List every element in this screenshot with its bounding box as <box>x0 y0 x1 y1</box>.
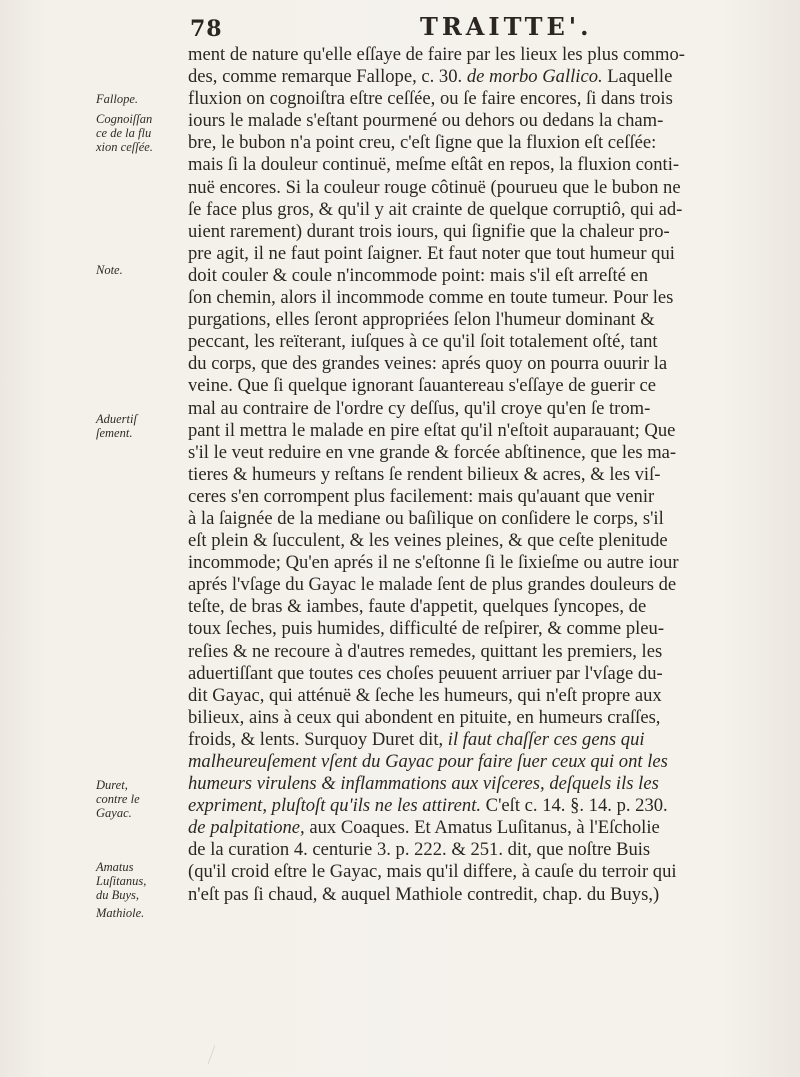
italic-text: malheureuſement vſent du Gayac pour faire ſuer ceux qui ont les <box>188 751 668 772</box>
text-run: mal au contraire de l'ordre cy deſſus, qu'il croye qu'en ſe trom- <box>188 397 651 419</box>
text-line <box>188 685 788 707</box>
text-line <box>188 331 788 353</box>
text-run: toux ſeches, puis humides, difficulté de reſpirer, & comme pleu- <box>188 618 665 640</box>
text-line <box>188 177 788 199</box>
text-run: ſon chemin, alors il incommode comme en toute tumeur. Pour les <box>188 287 674 309</box>
text-run: veine. Que ſi quelque ignorant ſauantereau s'eſſaye de guerir ce <box>188 375 656 397</box>
text-line <box>188 707 788 729</box>
italic-text: il faut chaſſer ces gens qui <box>447 728 645 750</box>
text-line <box>188 552 788 574</box>
body-text <box>188 44 788 906</box>
text-run: pre agit, il ne faut point ſaigner. Et faut noter que tout humeur qui <box>188 242 675 264</box>
margin-note-amatus <box>96 860 182 902</box>
text-line <box>188 199 788 221</box>
text-line <box>188 574 788 596</box>
text-run: mais ſi la douleur continuë, meſme eſtât en repos, la fluxion conti- <box>188 154 680 176</box>
text-line <box>188 839 788 861</box>
text-line <box>188 618 788 640</box>
text-line <box>188 773 788 795</box>
text-run: reſies & ne recoure à d'autres remedes, quittant les premiers, les <box>188 640 663 662</box>
margin-note-aduertissement <box>96 412 182 440</box>
text-run: aux Coaques. Et Amatus Luſitanus, à l'Eſcholie <box>304 817 660 839</box>
text-line <box>188 88 788 110</box>
text-line <box>188 486 788 508</box>
text-line <box>188 154 788 176</box>
text-line <box>188 729 788 751</box>
text-line <box>188 884 788 906</box>
text-line <box>188 110 788 132</box>
text-line <box>188 442 788 464</box>
text-line <box>188 530 788 552</box>
text-line <box>188 287 788 309</box>
margin-note-line: Gayac. <box>96 806 132 820</box>
text-line <box>188 795 788 817</box>
margin-note-line: Amatus <box>96 860 134 874</box>
text-run: nuë encores. Si la couleur rouge côtinuë (pourueu que le bubon ne <box>188 176 681 198</box>
text-run: ment de nature qu'elle eſſaye de faire par les lieux les plus commo- <box>188 44 685 65</box>
text-run: aduertiſſant que toutes ces choſes peuuent arriuer par l'vſage du- <box>188 662 663 684</box>
text-run: des, comme remarque Fallope, c. 30. <box>188 66 467 88</box>
text-run: iours le malade s'eſtant pourmené ou dehors ou dedans la cham- <box>188 110 664 132</box>
margin-note-line: Luſitanus, <box>96 874 147 888</box>
text-line <box>188 817 788 839</box>
italic-text: humeurs virulens & inflammations aux viſceres, deſquels ils les <box>188 773 659 795</box>
text-run: teſte, de bras & iambes, faute d'appetit, quelques ſyncopes, de <box>188 596 647 618</box>
italic-text: de morbo Gallico. <box>466 66 603 88</box>
text-run: aprés l'vſage du Gayac le malade ſent de plus grandes douleurs de <box>188 574 677 596</box>
margin-note-line: xion ceſſée. <box>96 140 153 154</box>
margin-note-duret <box>96 778 182 820</box>
text-line <box>188 508 788 530</box>
text-line <box>188 243 788 265</box>
text-run: dit Gayac, qui atténuë & ſeche les humeurs, qui n'eſt propre aux <box>188 684 662 706</box>
text-line <box>188 375 788 397</box>
margin-note-line: ce de la flu <box>96 126 152 140</box>
text-line <box>188 420 788 442</box>
text-run: (qu'il croid eſtre le Gayac, mais qu'il differe, à cauſe du terroir qui <box>188 861 677 883</box>
margin-note-line: du Buys, <box>96 888 140 902</box>
text-line <box>188 398 788 420</box>
text-run: ſe face plus gros, & qu'il y ait crainte de quelque corruptiô, qui ad- <box>188 198 683 220</box>
text-run: purgations, elles ſeront appropriées ſelon l'humeur dominant & <box>188 309 655 331</box>
text-line <box>188 596 788 618</box>
paper-mark <box>208 1045 244 1074</box>
text-run: peccant, les reïterant, iuſques à ce qu'il ſoit totalement oſté, tant <box>188 331 658 353</box>
italic-text: de palpitatione, <box>188 817 305 839</box>
text-line <box>188 751 788 773</box>
margin-note-fallope <box>96 92 182 106</box>
text-run: incommode; Qu'en aprés il ne s'eſtonne ſi le ſixieſme ou autre iour <box>188 552 679 574</box>
text-run: froids, & lents. Surquoy Duret dit, <box>188 728 448 750</box>
text-line <box>188 309 788 331</box>
text-run: C'eſt c. 14. §. 14. p. 230. <box>481 795 668 817</box>
text-run: bre, le bubon n'a point creu, c'eſt ſigne que la fluxion eſt ceſſée: <box>188 132 657 154</box>
text-run: fluxion on cognoiſtra eſtre ceſſée, ou ſe faire encores, ſi dans trois <box>188 88 673 110</box>
text-run: tieres & humeurs y reſtans ſe rendent bilieux & acres, & les viſ- <box>188 463 661 485</box>
margin-note-line: contre le <box>96 792 140 806</box>
text-run: uient rarement) durant trois iours, qui ſignifie que la chaleur pro- <box>188 220 670 242</box>
text-line <box>188 132 788 154</box>
text-line <box>188 353 788 375</box>
margin-note-line: Cognoiſſan <box>96 112 153 126</box>
margin-note-line: Note. <box>96 263 123 277</box>
text-run: de la curation 4. centurie 3. p. 222. & 251. dit, que noſtre Buis <box>188 839 651 861</box>
running-title: TRAITTE'. <box>420 12 593 41</box>
margin-note-cognoissance <box>96 112 182 154</box>
margin-note-line: Fallope. <box>96 92 139 106</box>
margin-note-line: Mathiole. <box>96 906 145 920</box>
text-run: pant il mettra le malade en pire eſtat qu'il n'eſtoit auparauant; Que <box>188 419 676 441</box>
text-line <box>188 66 788 88</box>
margin-note-note <box>96 263 182 277</box>
text-line <box>188 861 788 883</box>
text-line <box>188 641 788 663</box>
text-line <box>188 464 788 486</box>
text-run: à la ſaignée de la mediane ou baſilique on conſidere le corps, s'il <box>188 507 664 529</box>
text-line <box>188 663 788 685</box>
text-run: n'eſt pas ſi chaud, & auquel Mathiole contredit, chap. du Buys,) <box>188 883 660 905</box>
text-run: eſt plein & ſucculent, & les veines pleines, & que ceſte plenitude <box>188 530 668 552</box>
margin-note-line: Aduertiſ <box>96 412 137 426</box>
margin-note-line: ſement. <box>96 426 133 440</box>
text-line <box>188 44 788 66</box>
text-run: s'il le veut reduire en vne grande & forcée abſtinence, que les ma- <box>188 441 677 463</box>
page-number: 78 <box>190 16 223 42</box>
text-line <box>188 265 788 287</box>
text-run: Laquelle <box>602 66 673 88</box>
page-header <box>0 12 800 42</box>
text-run: bilieux, ains à ceux qui abondent en pituite, en humeurs craſſes, <box>188 706 661 728</box>
margin-note-mathiole <box>96 906 182 920</box>
italic-text: expriment, pluſtoſt qu'ils ne les attirent. <box>188 795 482 817</box>
margin-note-line: Duret, <box>96 778 128 792</box>
text-run: doit couler & coule n'incommode point: mais s'il eſt arreſté en <box>188 264 649 286</box>
text-run: du corps, que des grandes veines: aprés quoy on pourra ouurir la <box>188 353 668 375</box>
text-run: ceres s'en corrompent plus facilement: mais qu'auant que venir <box>188 485 655 507</box>
text-line <box>188 221 788 243</box>
